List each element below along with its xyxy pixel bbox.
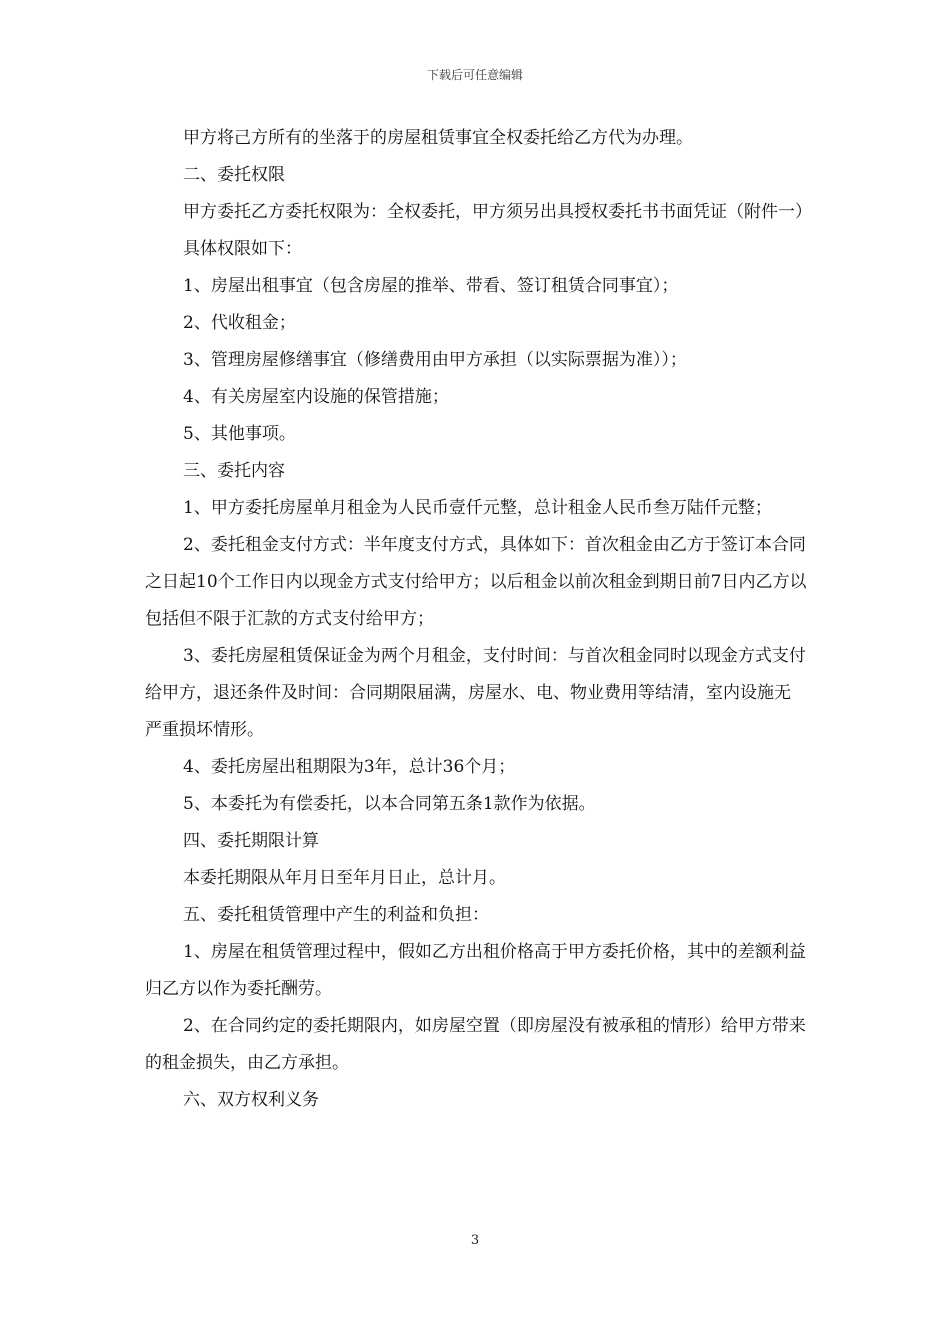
section-heading-2: 二、委托权限 [183,165,285,185]
list-item-content-1: 1、甲方委托房屋单月租金为人民币壹仟元整，总计租金人民币叁万陆仟元整； [183,498,772,518]
list-item-authority-2: 2、代收租金； [183,313,296,333]
list-item-content-5: 5、本委托为有偿委托，以本合同第五条1款作为依据。 [183,794,596,814]
list-item-authority-1: 1、房屋出租事宜（包含房屋的推举、带看、签订租赁合同事宜）； [183,276,679,296]
section-heading-6: 六、双方权利义务 [183,1090,319,1110]
list-item-benefit-1: 1、房屋在租赁管理过程中，假如乙方出租价格高于甲方委托价格，其中的差额利益归乙方以作为委托酬劳。 [145,942,806,999]
list-item-content-3: 3、委托房屋租赁保证金为两个月租金，支付时间：与首次租金同时以现金方式支付给甲方，退还条件及时间：合同期限届满，房屋水、电、物业费用等结清，室内设施无严重损坏情形。 [145,646,806,740]
list-item-content-2: 2、委托租金支付方式：半年度支付方式，具体如下：首次租金由乙方于签订本合同之日起10个工作日内以现金方式支付给甲方；以后租金以前次租金到期日前7日内乙方以包括但不限于汇款的方式支付给甲方； [145,535,807,629]
paragraph-authority: 甲方委托乙方委托权限为：全权委托，甲方须另出具授权委托书书面凭证（附件一） [183,202,812,222]
page-number: 3 [470,1233,480,1248]
paragraph-authority-list-intro: 具体权限如下： [183,239,302,259]
list-item-authority-3: 3、管理房屋修缮事宜（修缮费用由甲方承担（以实际票据为准））； [183,350,687,370]
list-item-authority-5: 5、其他事项。 [183,424,296,444]
page-header: 下载后可任意编辑 [426,68,523,82]
section-heading-5: 五、委托租赁管理中产生的利益和负担： [183,905,489,925]
section-heading-4: 四、委托期限计算 [183,831,319,851]
document-body [145,120,812,1119]
list-item-content-4: 4、委托房屋出租期限为3年，总计36个月； [183,757,516,777]
section-heading-3: 三、委托内容 [183,461,285,481]
paragraph-term: 本委托期限从年月日至年月日止，总计月。 [183,868,506,888]
paragraph-intro: 甲方将己方所有的坐落于的房屋租赁事宜全权委托给乙方代为办理。 [183,128,693,148]
list-item-benefit-2: 2、在合同约定的委托期限内，如房屋空置（即房屋没有被承租的情形）给甲方带来的租金损失，由乙方承担。 [145,1016,806,1073]
list-item-authority-4: 4、有关房屋室内设施的保管措施； [183,387,449,407]
